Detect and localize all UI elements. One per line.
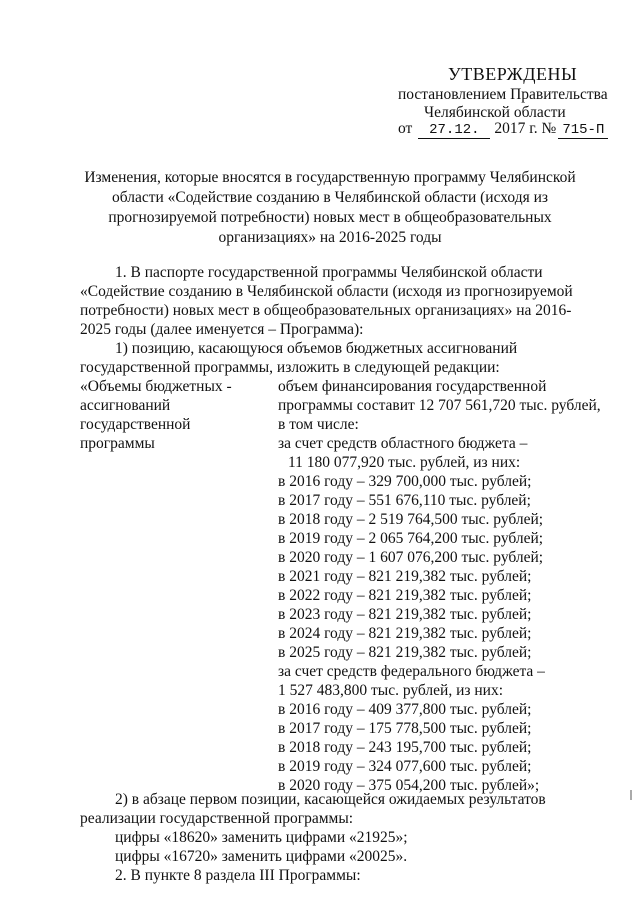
table-left-line: «Объемы бюджетных - xyxy=(80,378,232,395)
p1-line-1: 1. В паспорте государственной программы Челябинской области xyxy=(115,264,543,281)
table-right-line: объем финансирования государственной xyxy=(278,378,547,395)
approval-line-1: постановлением Правительства xyxy=(398,86,608,103)
p1-line-4: 2025 годы (далее именуется – Программа): xyxy=(80,321,364,338)
p2-line-4: цифры «16720» заменить цифрами «20025». xyxy=(115,848,408,865)
decree-number: 715-П xyxy=(558,122,608,139)
table-left-line: программы xyxy=(80,435,155,452)
table-right-line: 11 180 077,920 тыс. рублей, из них: xyxy=(288,454,521,471)
p1-1-line-2: государственной программы, изложить в следующей редакции: xyxy=(80,359,500,376)
p1-1-line-1: 1) позицию, касающуюся объемов бюджетных ассигнований xyxy=(115,340,518,357)
table-right-line: в 2016 году – 409 377,800 тыс. рублей; xyxy=(278,701,532,718)
table-right-line: программы составит 12 707 561,720 тыс. рублей, xyxy=(278,397,601,414)
table-right-line: за счет средств федерального бюджета – xyxy=(278,663,545,680)
table-right-line: в 2021 году – 821 219,382 тыс. рублей; xyxy=(278,568,532,585)
table-right-line: в 2018 году – 2 519 764,500 тыс. рублей; xyxy=(278,511,544,528)
table-left-line: государственной xyxy=(80,416,191,433)
approval-title: УТВЕРЖДЕНЫ xyxy=(448,64,578,84)
date-value: 27.12. xyxy=(418,122,490,139)
table-right-line: в 2019 году – 2 065 764,200 тыс. рублей; xyxy=(278,530,544,547)
table-right-line: в 2016 году – 329 700,000 тыс. рублей; xyxy=(278,473,532,490)
scan-margin-mark xyxy=(630,790,632,800)
table-right-line: в том числе: xyxy=(278,416,359,433)
table-right-line: в 2024 году – 821 219,382 тыс. рублей; xyxy=(278,625,532,642)
p2-line-1: 2) в абзаце первом позиции, касающейся ожидаемых результатов xyxy=(115,791,546,808)
p2-line-5: 2. В пункте 8 раздела III Программы: xyxy=(115,867,361,884)
table-right-line: 1 527 483,800 тыс. рублей, из них: xyxy=(278,682,504,699)
date-prefix: от xyxy=(398,120,413,137)
document-title: Изменения, которые вносятся в государственную программу Челябинской области «Содействие созданию в Челябинской области (исходя из прогнозируемой потребности) новых мест в общеобразовательных организациях» на 2016-2025 годы xyxy=(84,169,576,246)
p1-line-3: потребности) новых мест в общеобразовательных организациях» на 2016- xyxy=(80,302,572,319)
table-right-line: в 2022 году – 821 219,382 тыс. рублей; xyxy=(278,587,532,604)
table-right-line: в 2025 году – 821 219,382 тыс. рублей; xyxy=(278,644,532,661)
table-right-line: в 2019 году – 324 077,600 тыс. рублей; xyxy=(278,758,532,775)
table-right-line: в 2023 году – 821 219,382 тыс. рублей; xyxy=(278,606,532,623)
approval-date-line xyxy=(398,120,608,139)
approval-line-2: Челябинской области xyxy=(424,104,566,121)
table-right-line: в 2017 году – 175 778,500 тыс. рублей; xyxy=(278,720,532,737)
p2-line-2: реализации государственной программы: xyxy=(80,810,354,827)
p1-line-2: «Содействие созданию в Челябинской области (исходя из прогнозируемой xyxy=(80,283,573,300)
table-left-line: ассигнований xyxy=(80,397,171,414)
table-right-line: в 2018 году – 243 195,700 тыс. рублей; xyxy=(278,739,532,756)
table-right-line: в 2020 году – 1 607 076,200 тыс. рублей; xyxy=(278,549,544,566)
table-right-line: за счет средств областного бюджета – xyxy=(278,435,528,452)
p2-line-3: цифры «18620» заменить цифрами «21925»; xyxy=(115,829,408,846)
table-right-line: в 2017 году – 551 676,110 тыс. рублей; xyxy=(278,492,531,509)
date-year: 2017 г. № xyxy=(494,120,557,137)
table-right-line: в 2020 году – 375 054,200 тыс. рублей»; xyxy=(278,777,540,794)
